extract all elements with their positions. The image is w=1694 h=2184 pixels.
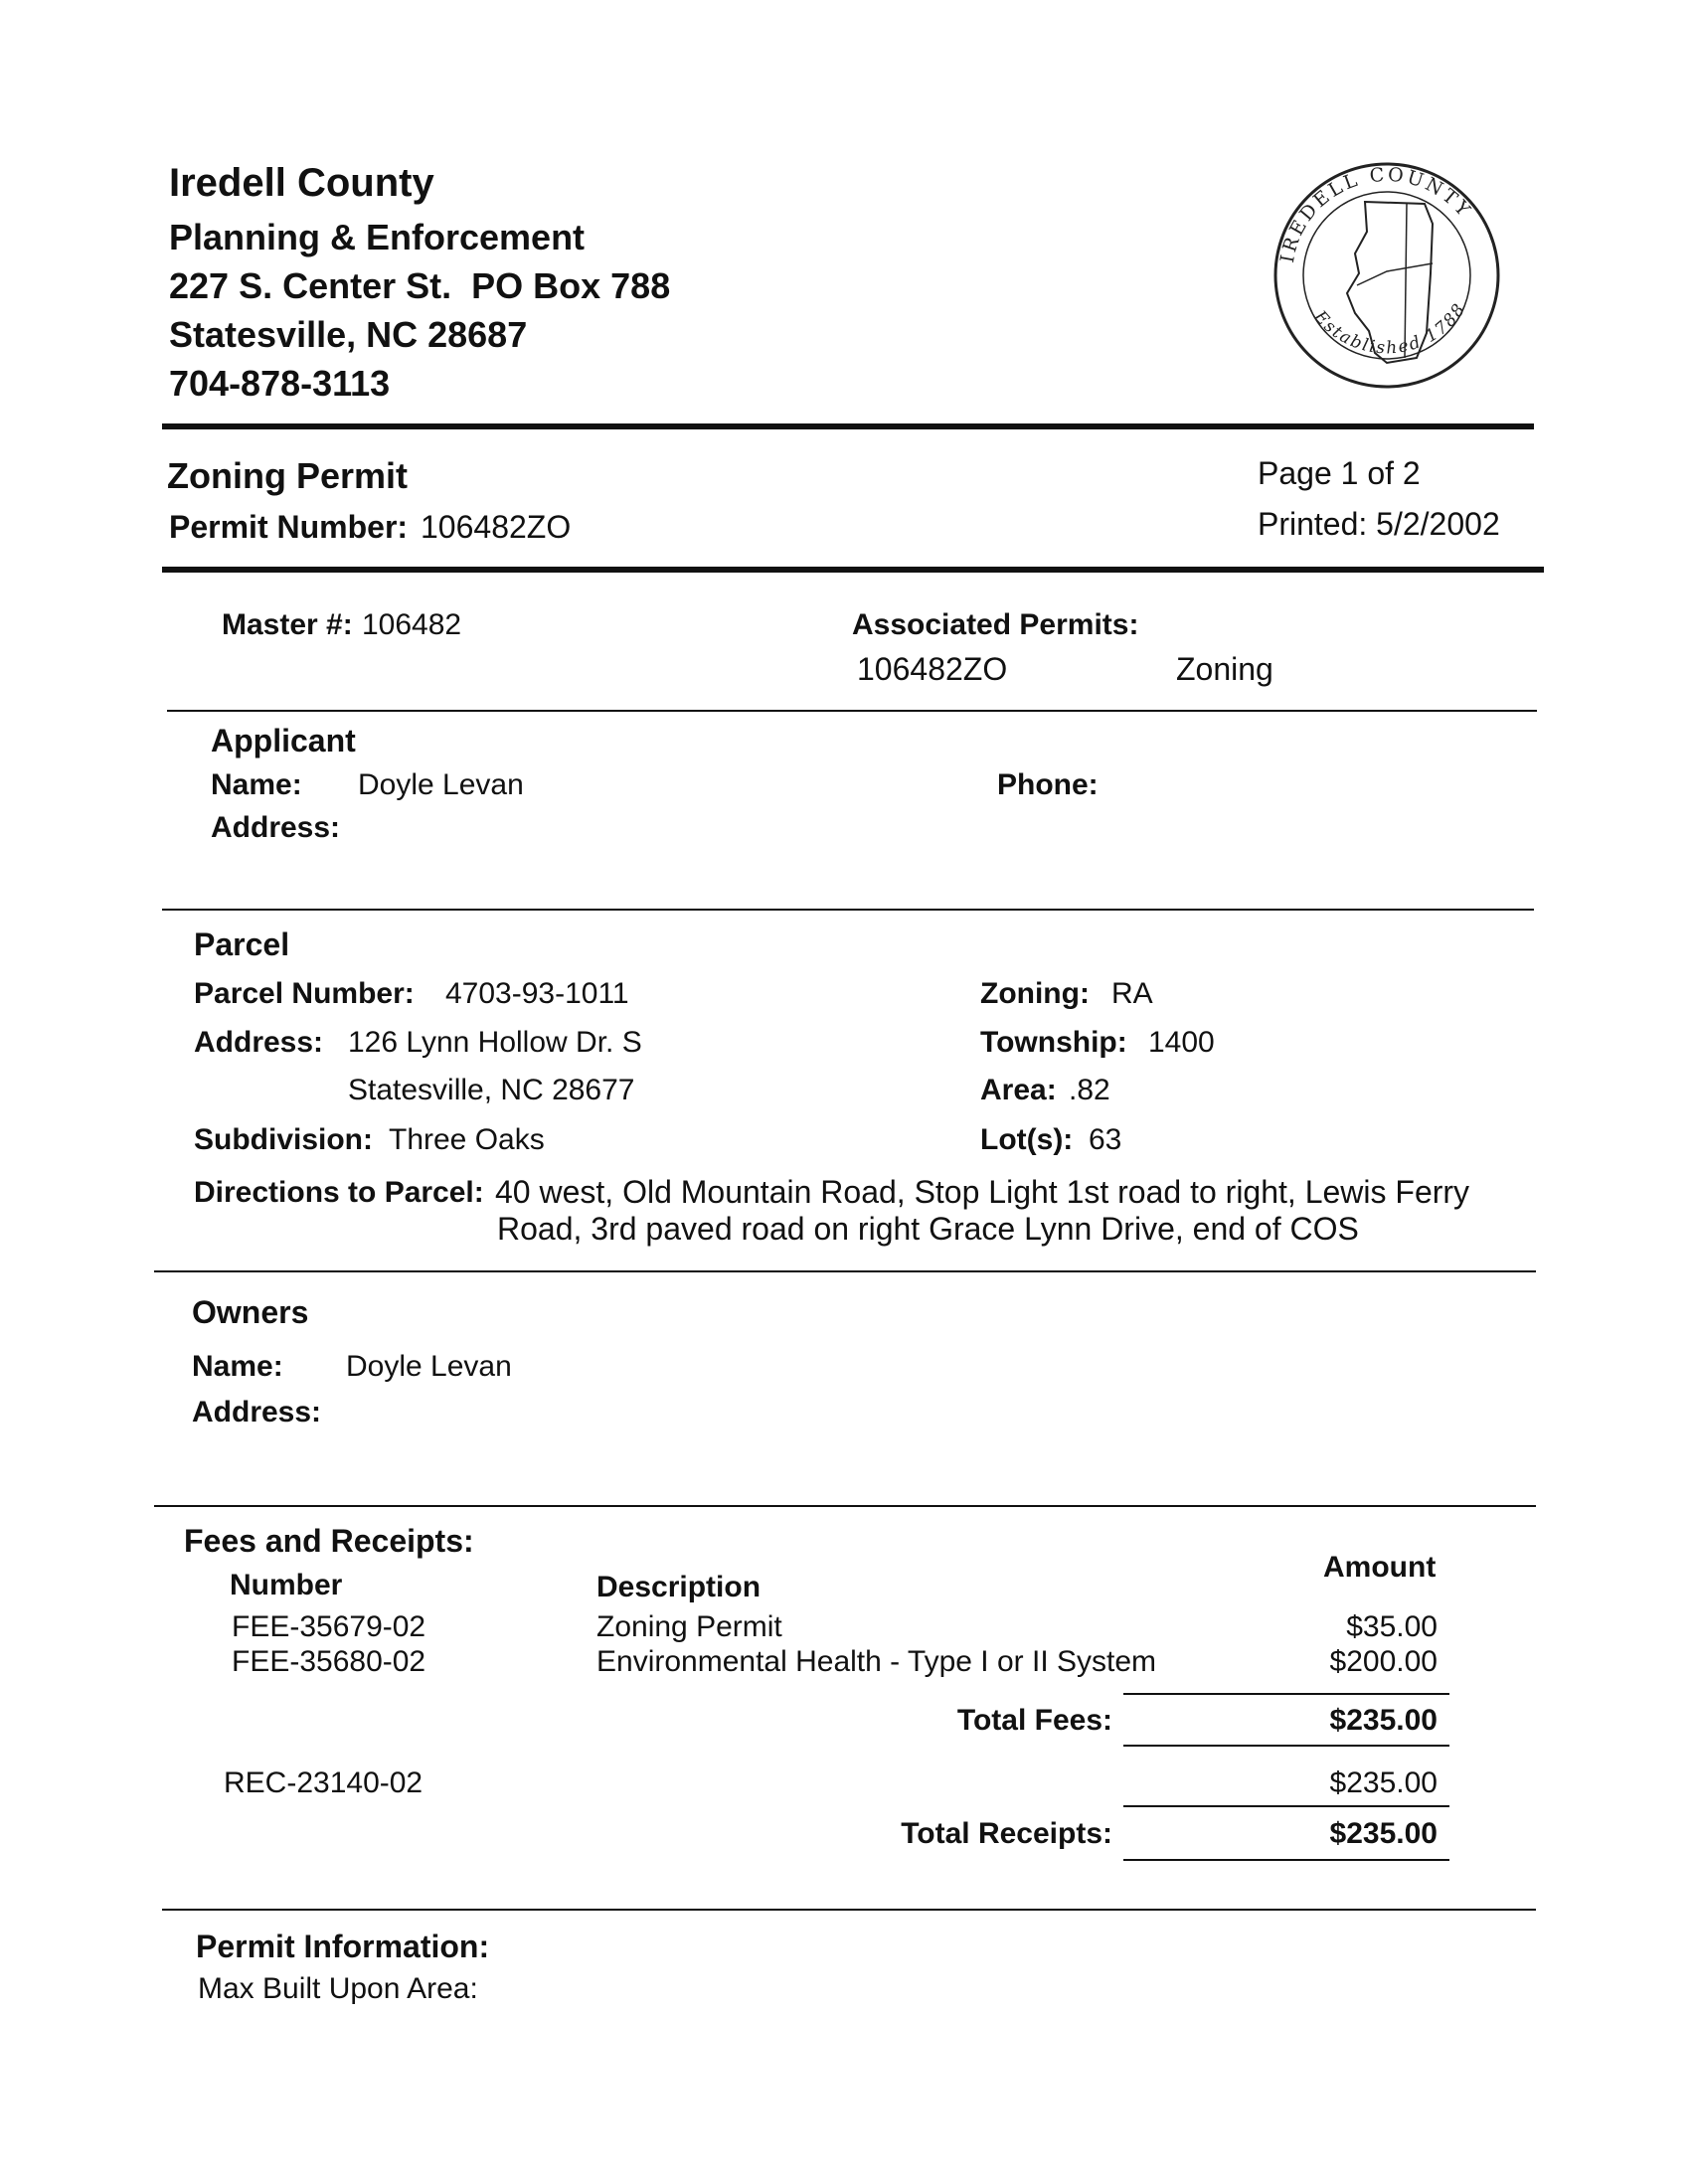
- total-fees-rule: [1123, 1745, 1449, 1747]
- fees-col-description: Description: [596, 1571, 762, 1603]
- max-built-upon-area-label: Max Built Upon Area:: [198, 1972, 478, 2005]
- owners-heading: Owners: [192, 1294, 309, 1330]
- fee-description: Environmental Health - Type I or II System: [596, 1645, 1157, 1678]
- fees-heading: Fees and Receipts:: [184, 1523, 474, 1559]
- associated-permit-type: Zoning: [1176, 651, 1273, 687]
- street-address: 227 S. Center St. PO Box 788: [169, 265, 671, 306]
- zoning-label: Zoning:: [980, 977, 1090, 1010]
- department-name: Planning & Enforcement: [169, 217, 586, 257]
- total-fees-amount: $235.00: [1329, 1704, 1438, 1737]
- total-receipts-rule: [1123, 1859, 1449, 1861]
- parcel-address-line1: 126 Lynn Hollow Dr. S: [348, 1026, 642, 1059]
- total-receipts-rule: [1123, 1805, 1449, 1807]
- office-phone: 704-878-3113: [169, 363, 391, 404]
- city-address: Statesville, NC 28687: [169, 314, 528, 355]
- owner-name-label: Name:: [192, 1350, 283, 1383]
- zoning-value: RA: [1111, 977, 1153, 1010]
- directions-line2: Road, 3rd paved road on right Grace Lynn Drive, end of COS: [497, 1211, 1359, 1247]
- fee-amount: $200.00: [1329, 1645, 1438, 1678]
- master-label: Master #:: [222, 608, 353, 641]
- permit-divider: [162, 567, 1544, 573]
- owner-name: Doyle Levan: [346, 1350, 512, 1383]
- township-value: 1400: [1148, 1026, 1215, 1059]
- applicant-name-label: Name:: [211, 768, 302, 801]
- owner-address-label: Address:: [192, 1396, 322, 1428]
- receipt-amount: $235.00: [1329, 1766, 1438, 1799]
- svg-text:IREDELL COUNTY: IREDELL COUNTY: [1275, 163, 1476, 264]
- fee-amount: $35.00: [1346, 1610, 1438, 1643]
- parcel-heading: Parcel: [194, 926, 290, 962]
- receipt-number: REC-23140-02: [224, 1766, 424, 1799]
- permit-number-label: Permit Number:: [169, 509, 409, 545]
- fee-number: FEE-35679-02: [232, 1610, 426, 1643]
- header-divider: [162, 423, 1534, 429]
- total-receipts-amount: $235.00: [1329, 1817, 1438, 1850]
- parcel-address-label: Address:: [194, 1026, 324, 1059]
- directions-label: Directions to Parcel:: [194, 1176, 484, 1209]
- fee-description: Zoning Permit: [596, 1610, 782, 1643]
- fee-number: FEE-35680-02: [232, 1645, 426, 1678]
- total-fees-label: Total Fees:: [956, 1704, 1112, 1737]
- printed-date: Printed: 5/2/2002: [1258, 506, 1500, 542]
- township-label: Township:: [980, 1026, 1127, 1059]
- permit-title: Zoning Permit: [167, 455, 408, 496]
- section-divider: [154, 1505, 1536, 1507]
- permit-number: 106482ZO: [421, 509, 572, 545]
- fees-col-amount: Amount: [1323, 1551, 1437, 1584]
- applicant-heading: Applicant: [211, 723, 356, 758]
- permit-info-heading: Permit Information:: [196, 1929, 490, 1964]
- master-number: 106482: [362, 608, 462, 641]
- area-label: Area:: [980, 1074, 1057, 1106]
- svg-text:Established 1788: Established 1788: [1309, 298, 1471, 359]
- applicant-phone-label: Phone:: [997, 768, 1099, 801]
- associated-permit-number: 106482ZO: [857, 651, 1008, 687]
- section-divider: [154, 1270, 1536, 1272]
- section-divider: [162, 1909, 1536, 1911]
- county-name: Iredell County: [169, 161, 434, 205]
- parcel-number-label: Parcel Number:: [194, 977, 415, 1010]
- subdivision-label: Subdivision:: [194, 1123, 373, 1156]
- lots-label: Lot(s):: [980, 1123, 1074, 1156]
- fees-col-number: Number: [230, 1569, 343, 1601]
- parcel-address-line2: Statesville, NC 28677: [348, 1074, 635, 1106]
- associated-permits-label: Associated Permits:: [852, 608, 1139, 641]
- applicant-address-label: Address:: [211, 811, 341, 844]
- total-fees-rule: [1123, 1693, 1449, 1695]
- total-receipts-label: Total Receipts:: [901, 1817, 1112, 1850]
- lots-value: 63: [1089, 1123, 1122, 1156]
- area-value: .82: [1069, 1074, 1110, 1106]
- section-divider: [167, 710, 1537, 712]
- applicant-name: Doyle Levan: [358, 768, 524, 801]
- page-indicator: Page 1 of 2: [1258, 455, 1421, 491]
- parcel-number: 4703-93-1011: [445, 977, 629, 1010]
- county-seal-logo: [1248, 154, 1526, 398]
- subdivision-value: Three Oaks: [389, 1123, 545, 1156]
- section-divider: [162, 909, 1534, 911]
- directions-line1: 40 west, Old Mountain Road, Stop Light 1st road to right, Lewis Ferry: [495, 1174, 1470, 1210]
